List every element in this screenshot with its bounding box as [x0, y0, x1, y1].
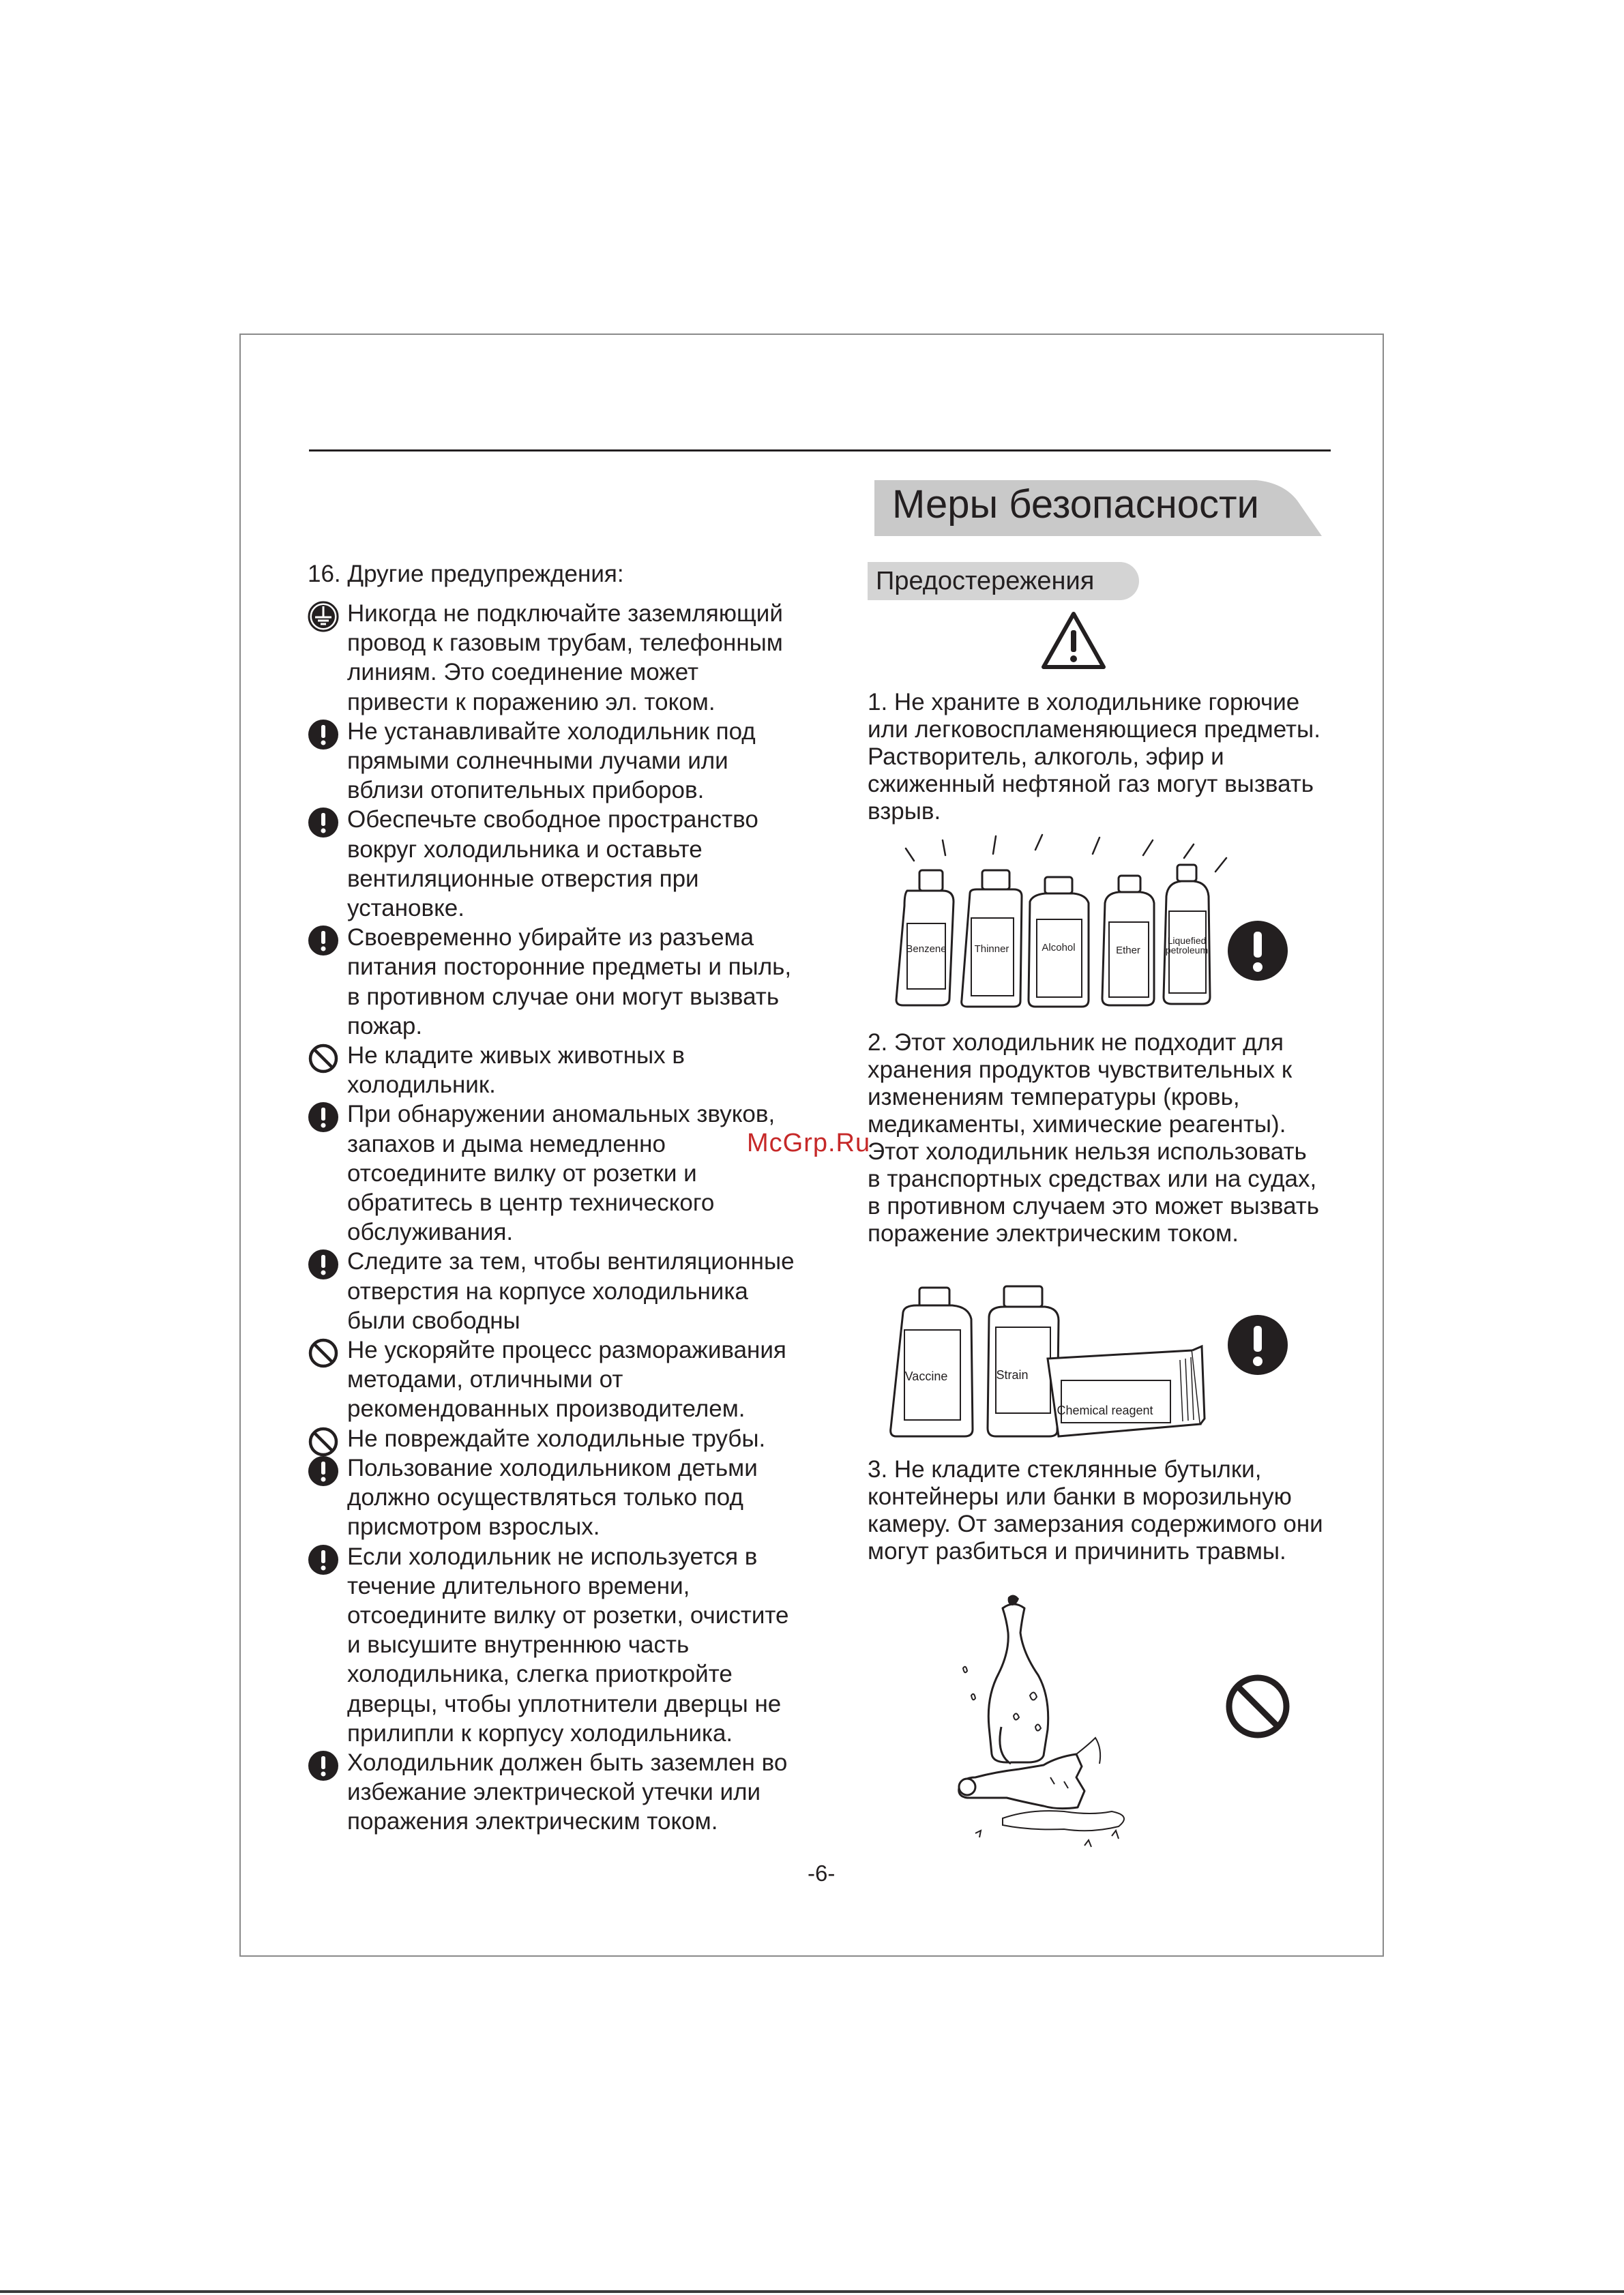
bottle-label: Thinner: [974, 943, 1009, 955]
text-line: линиям. Это соединение может: [347, 659, 699, 686]
text-line: Не кладите живых животных в: [347, 1042, 685, 1069]
exclamation-icon: [308, 1750, 339, 1781]
broken-bottle-illustration: [948, 1593, 1187, 1859]
warning-item: [308, 1335, 826, 1424]
text-line: Холодильник должен быть заземлен во: [347, 1749, 788, 1776]
page-number: -6-: [808, 1861, 836, 1886]
warning-item: [308, 1424, 826, 1453]
precaution-2: [868, 1029, 1319, 1247]
precaution-1: [868, 689, 1320, 825]
bottle-label: Alcohol: [1042, 942, 1076, 953]
warning-item: [308, 1453, 826, 1542]
text-line: могут разбиться и причинить травмы.: [868, 1538, 1286, 1565]
text-line: были свободны: [347, 1307, 520, 1334]
exclamation-icon: [308, 1101, 339, 1133]
text-line: провод к газовым трубам, телефонным: [347, 630, 783, 657]
text-line: в транспортных средствах или на судах,: [868, 1166, 1317, 1192]
text-line: установке.: [347, 895, 464, 922]
bottle-label: Benzene: [906, 943, 947, 955]
warning-text: [347, 1099, 826, 1247]
warning-item: [308, 805, 826, 923]
text-line: отсоедините вилку от розетки и: [347, 1159, 697, 1187]
text-line: обратитесь в центр технического: [347, 1189, 715, 1217]
warning-text: [347, 1424, 826, 1453]
warnings-list: [308, 599, 826, 1837]
precaution-3: [868, 1456, 1323, 1565]
text-line: Если холодильник не используется в: [347, 1543, 758, 1570]
text-line: дверцы, чтобы уплотнители дверцы не: [347, 1690, 782, 1717]
warning-text: [347, 923, 826, 1041]
text-line: отверстия на корпусе холодильника: [347, 1277, 748, 1305]
text-line: Не ускоряйте процесс размораживания: [347, 1337, 786, 1364]
exclamation-icon: [308, 719, 339, 750]
text-line: 3. Не кладите стеклянные бутылки,: [868, 1456, 1262, 1483]
text-line: изменениям температуры (кровь,: [868, 1084, 1240, 1110]
text-line: При обнаружении аномальных звуков,: [347, 1101, 776, 1128]
exclamation-icon: [308, 1455, 339, 1487]
text-line: или легковоспламеняющиеся предметы.: [868, 716, 1320, 743]
warning-text: [347, 1542, 826, 1748]
item-label: Vaccine: [904, 1369, 948, 1383]
text-line: холодильника, слегка приоткройте: [347, 1661, 733, 1688]
warning-item: [308, 1748, 826, 1837]
text-line: холодильник.: [347, 1071, 496, 1099]
item-label: Chemical reagent: [1057, 1404, 1153, 1417]
text-line: методами, отличными от: [347, 1366, 623, 1393]
header-rule: [309, 449, 1331, 451]
text-line: вентиляционные отверстия при: [347, 865, 699, 892]
text-line: прилипли к корпусу холодильника.: [347, 1719, 733, 1747]
text-line: Не повреждайте холодильные трубы.: [347, 1425, 766, 1452]
watermark: McGrp.Ru: [747, 1129, 871, 1157]
text-line: камеру. От замерзания содержимого они: [868, 1511, 1323, 1537]
bottle-label: Liquefied: [1167, 935, 1207, 946]
text-line: Следите за тем, чтобы вентиляционные: [347, 1248, 795, 1275]
text-line: отсоедините вилку от розетки, очистите: [347, 1601, 789, 1629]
text-line: в противном случаем это может вызвать: [868, 1193, 1320, 1219]
warning-item: [308, 1542, 826, 1748]
text-line: Растворитель, алкоголь, эфир и: [868, 743, 1224, 770]
text-line: Этот холодильник нельзя использовать: [868, 1138, 1307, 1165]
prohibition-icon: [308, 1426, 339, 1457]
text-line: взрыв.: [868, 798, 941, 825]
text-line: 2. Этот холодильник не подходит для: [868, 1029, 1284, 1056]
text-line: поражения электрическим током.: [347, 1808, 718, 1835]
text-line: Пользование холодильником детьми: [347, 1454, 758, 1481]
text-line: привести к поражению эл. током.: [347, 688, 715, 715]
exclamation-icon: [1226, 1314, 1289, 1376]
text-line: контейнеры или банки в морозильную: [868, 1483, 1292, 1510]
text-line: в противном случае они могут вызвать: [347, 983, 780, 1010]
text-line: избежание электрической утечки или: [347, 1779, 761, 1806]
warning-item: [308, 1247, 826, 1335]
warning-text: [347, 1041, 826, 1099]
exclamation-icon: [308, 1249, 339, 1280]
text-line: обслуживания.: [347, 1219, 514, 1246]
text-line: течение длительного времени,: [347, 1572, 690, 1599]
section-subtitle: Предостережения: [876, 567, 1095, 595]
warning-item: [308, 923, 826, 1041]
text-line: вокруг холодильника и оставьте: [347, 835, 703, 863]
text-line: вблизи отопительных приборов.: [347, 777, 705, 804]
warning-text: [347, 805, 826, 923]
prohibition-icon: [1225, 1674, 1290, 1739]
bottom-rule: [0, 2290, 1624, 2293]
text-line: Обеспечьте свободное пространство: [347, 806, 758, 833]
text-line: пожар.: [347, 1012, 423, 1039]
warning-text: [347, 717, 826, 805]
exclamation-icon: [308, 1544, 339, 1575]
text-line: запахов и дыма немедленно: [347, 1130, 666, 1157]
warning-text: [347, 1748, 826, 1837]
text-line: Не устанавливайте холодильник под: [347, 717, 756, 745]
text-line: поражение электрическим током.: [868, 1220, 1239, 1247]
bottle-label: petroleum: [1165, 945, 1209, 956]
text-line: медикаменты, химические реагенты).: [868, 1111, 1286, 1138]
warning-item: [308, 1099, 826, 1247]
warning-item: [308, 599, 826, 717]
text-line: хранения продуктов чувствительных к: [868, 1056, 1293, 1083]
text-line: рекомендованных производителем.: [347, 1395, 745, 1423]
text-line: питания посторонние предметы и пыль,: [347, 953, 792, 981]
warning-text: [347, 599, 826, 717]
exclamation-icon: [1226, 919, 1289, 982]
warnings-heading: 16. Другие предупреждения:: [308, 561, 624, 587]
warnings-column: [308, 559, 826, 1837]
medical-items-illustration: [887, 1285, 1207, 1443]
warning-text: [347, 1453, 826, 1542]
text-line: должно осуществляться только под: [347, 1484, 743, 1511]
warning-text: [347, 1247, 826, 1335]
text-line: присмотром взрослых.: [347, 1513, 600, 1541]
text-line: прямыми солнечными лучами или: [347, 747, 728, 775]
text-line: 1. Не храните в холодильнике горючие: [868, 689, 1300, 715]
prohibition-icon: [308, 1043, 339, 1074]
item-label: Strain: [996, 1368, 1029, 1382]
exclamation-icon: [308, 807, 339, 838]
bottle-label: Ether: [1116, 945, 1140, 956]
warning-text: [347, 1335, 826, 1424]
flammable-bottles-illustration: [887, 831, 1241, 1011]
text-line: Своевременно убирайте из разъема: [347, 924, 754, 951]
warning-item: [308, 717, 826, 805]
warning-triangle-icon: [1041, 611, 1106, 670]
exclamation-icon: [308, 925, 339, 956]
prohibition-icon: [308, 1337, 339, 1369]
warning-item: [308, 1041, 826, 1099]
text-line: и высушите внутреннюю часть: [347, 1631, 690, 1659]
text-line: сжиженный нефтяной газ могут вызвать: [868, 771, 1314, 797]
page-title: Меры безопасности: [892, 482, 1259, 527]
ground-icon: [308, 601, 339, 632]
text-line: Никогда не подключайте заземляющий: [347, 600, 783, 627]
